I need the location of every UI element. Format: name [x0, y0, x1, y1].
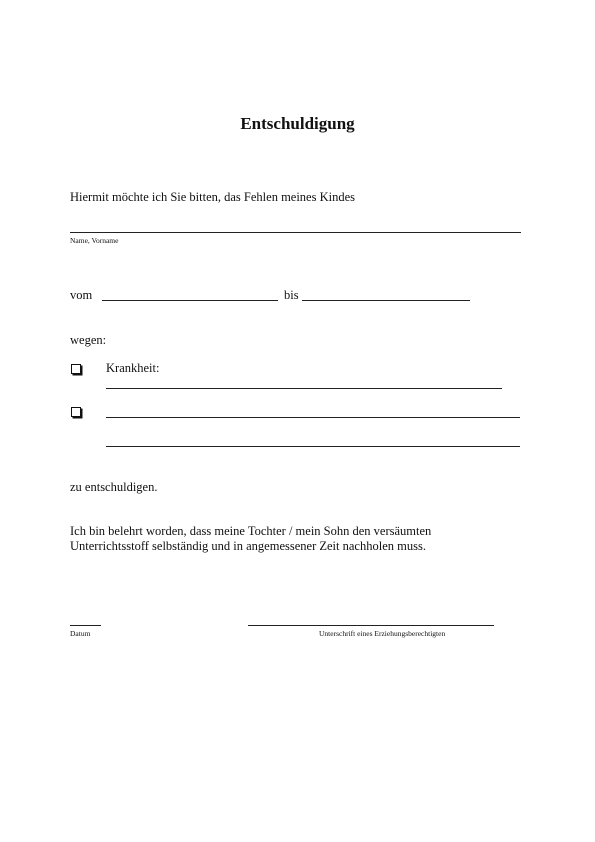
page-title: Entschuldigung [240, 114, 355, 133]
intro-text: Hiermit möchte ich Sie bitten, das Fehlen meines Kindes [70, 190, 356, 204]
to-date-line[interactable] [302, 300, 470, 301]
date-line[interactable] [70, 625, 101, 626]
other-reason-line-1[interactable] [106, 417, 520, 418]
to-label: bis [284, 288, 299, 302]
krankheit-detail-line[interactable] [106, 388, 502, 389]
reason-label: wegen: [70, 333, 107, 347]
name-label: Name, Vorname [70, 236, 119, 245]
other-reason-line-2[interactable] [106, 446, 520, 447]
from-label: vom [70, 288, 93, 302]
statement-line-1: Ich bin belehrt worden, dass meine Tochter / mein Sohn den versäumten [70, 524, 432, 538]
option-krankheit-label: Krankheit: [106, 361, 160, 375]
signature-line[interactable] [248, 625, 494, 626]
name-field-line[interactable] [70, 232, 521, 233]
checkbox-other[interactable] [71, 407, 81, 417]
statement-line-2: Unterrichtsstoff selbständig und in angemessener Zeit nachholen muss. [70, 539, 426, 553]
closing-text: zu entschuldigen. [70, 480, 158, 494]
signature-label: Unterschrift eines Erziehungsberechtigten [319, 629, 446, 638]
date-label: Datum [70, 629, 91, 638]
from-date-line[interactable] [102, 300, 278, 301]
checkbox-krankheit[interactable] [71, 364, 81, 374]
